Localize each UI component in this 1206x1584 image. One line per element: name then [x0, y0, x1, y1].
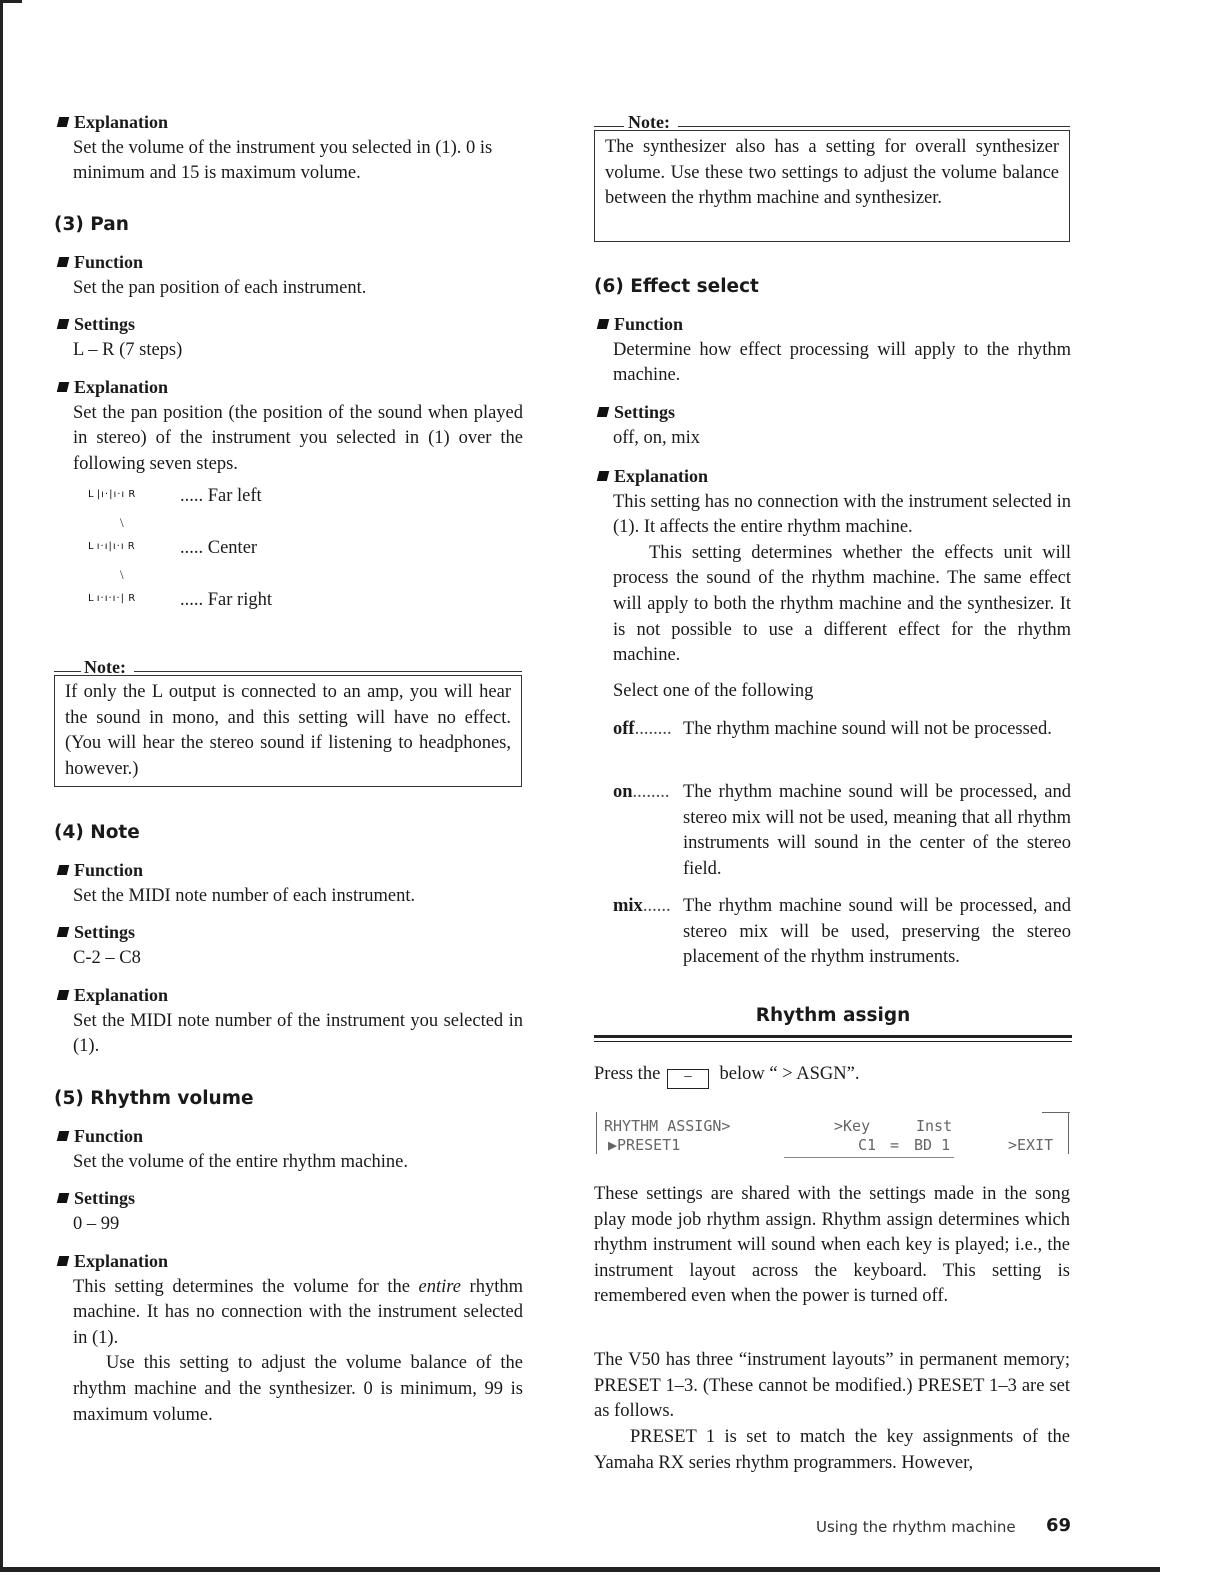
- note-rule: [54, 671, 81, 672]
- option-mix: mix...... The rhythm machine sound will be processed, and stereo mix will be used, preserving the stereo placement of the rhythm instruments.: [613, 896, 1071, 968]
- lcd-key-label: >Key: [834, 1117, 871, 1135]
- effect-explanation: Explanation This setting has no connection with the instrument selected in (1). It affects the entire rhythm machine. This setting determines whether the effects unit will process the sound of the rhythm machine. The same effect will apply to both the rhythm machine and the synthesizer. It is not possible to use a different effect for the rhythm machine.: [594, 464, 1071, 669]
- option-on: on........ The rhythm machine sound will be processed, and stereo mix will not be used, meaning that all rhythm instruments will sound in the center of the stereo field.: [613, 782, 1071, 879]
- note-explanation: Explanation Set the MIDI note number of the instrument you selected in (1).: [54, 983, 523, 1060]
- section-title-rhythm-volume: (5) Rhythm volume: [54, 1088, 254, 1109]
- bullet-square-icon: [597, 319, 609, 329]
- note-rule: [594, 126, 624, 127]
- section-title-pan: (3) Pan: [54, 214, 129, 235]
- pan-step-far-right: L ı·ı·ı·| R ..... Far right: [88, 590, 272, 610]
- pan-explanation: Explanation Set the pan position (the position of the sound when played in stereo) of the instrument you selected in (1) over the following seven steps.: [54, 375, 523, 477]
- note-box: If only the L output is connected to an amp, you will hear the sound in mono, and this setting will have no effect. (You will hear the stereo sound if listening to headphones, however.): [54, 675, 522, 787]
- bullet-square-icon: [57, 382, 69, 392]
- note-rule: [134, 671, 522, 672]
- rhythm-assign-paragraph-3: PRESET 1 is set to match the key assignments of the Yamaha RX series rhythm programmers. However,: [594, 1427, 1070, 1473]
- rhythm-volume-function: Function Set the volume of the entire rhythm machine.: [54, 1124, 408, 1175]
- note-settings: Settings C-2 – C8: [54, 920, 141, 971]
- bullet-square-icon: [57, 257, 69, 267]
- pan-function: Function Set the pan position of each instrument.: [54, 250, 366, 301]
- bullet-square-icon: [597, 407, 609, 417]
- bullet-square-icon: [57, 1131, 69, 1141]
- lcd-title: RHYTHM ASSIGN>: [604, 1117, 731, 1135]
- bullet-square-icon: [57, 927, 69, 937]
- lcd-inst-label: Inst: [916, 1117, 953, 1135]
- page-edge-left: [0, 0, 3, 1570]
- effect-select-prompt: Select one of the following: [613, 681, 814, 701]
- rhythm-assign-paragraph-2: The V50 has three “instrument layouts” in permanent memory; PRESET 1–3. (These cannot be modified.) PRESET 1–3 are set as follows.: [594, 1350, 1070, 1422]
- pan-step-continue-mark: \: [120, 567, 124, 582]
- page-edge-bottom: [0, 1567, 1160, 1572]
- lcd-preset: ▶PRESET1: [608, 1136, 681, 1154]
- volume-explanation: Explanation Set the volume of the instrument you selected in (1). 0 is minimum and 15 is maximum volume.: [54, 110, 528, 187]
- note-heading: Note:: [628, 110, 670, 136]
- lcd-inst-value: BD 1: [914, 1136, 951, 1154]
- bullet-square-icon: [57, 865, 69, 875]
- option-off: off........ The rhythm machine sound will not be processed.: [613, 719, 1052, 739]
- note-function: Function Set the MIDI note number of each instrument.: [54, 858, 415, 909]
- pan-step-center: L ı·ı|ı·ı R ..... Center: [88, 538, 258, 558]
- lcd-key-value: C1: [858, 1136, 877, 1154]
- rhythm-volume-explanation: Explanation This setting determines the volume for the entire rhythm machine. It has no connection with the instrument selected in (1). Use this setting to adjust the volume balance of the rhythm machine and the synthesizer. 0 is minimum, 99 is maximum volume.: [54, 1249, 523, 1428]
- pan-step-far-left: L |ı·|ı·ı R ..... Far left: [88, 486, 262, 506]
- note-rule: [678, 126, 1070, 127]
- effect-settings: Settings off, on, mix: [594, 400, 700, 451]
- bullet-square-icon: [57, 1193, 69, 1203]
- note-box: The synthesizer also has a setting for overall synthesizer volume. Use these two settings to adjust the volume balance between the rhythm machine and synthesizer.: [594, 130, 1070, 242]
- rhythm-volume-settings: Settings 0 – 99: [54, 1186, 135, 1237]
- note-heading: Note:: [84, 655, 126, 681]
- lcd-display: RHYTHM ASSIGN> >Key Inst ▶PRESET1 C1 = BD 1 >EXIT: [594, 1112, 1070, 1160]
- rhythm-assign-paragraph-1: These settings are shared with the settings made in the song play mode job rhythm assign. Rhythm assign determines which rhythm instrument will sound when each key is played; i.e., the instrument layout across the keyboard. This setting is remembered even when the power is turned off.: [594, 1184, 1070, 1307]
- bullet-square-icon: [57, 319, 69, 329]
- section-title-effect-select: (6) Effect select: [594, 276, 759, 297]
- section-title-rhythm-assign: Rhythm assign: [755, 1005, 911, 1026]
- section-title-note: (4) Note: [54, 822, 140, 843]
- effect-function: Function Determine how effect processing will apply to the rhythm machine.: [594, 312, 1071, 389]
- press-instruction: Press the − below “ > ASGN”.: [594, 1062, 859, 1089]
- section-rule-thick: [594, 1035, 1072, 1038]
- lcd-exit: >EXIT: [1008, 1136, 1054, 1154]
- bullet-square-icon: [57, 117, 69, 127]
- page-number: 69: [1046, 1515, 1072, 1536]
- minus-button-icon: −: [667, 1069, 709, 1089]
- bullet-square-icon: [57, 990, 69, 1000]
- page-edge-top-corner: [0, 0, 22, 3]
- section-rule-thin: [594, 1041, 1072, 1042]
- footer-section-title: Using the rhythm machine: [816, 1518, 1016, 1536]
- pan-settings: Settings L – R (7 steps): [54, 312, 182, 363]
- bullet-square-icon: [597, 471, 609, 481]
- pan-step-continue-mark: \: [120, 515, 124, 530]
- bullet-square-icon: [57, 1256, 69, 1266]
